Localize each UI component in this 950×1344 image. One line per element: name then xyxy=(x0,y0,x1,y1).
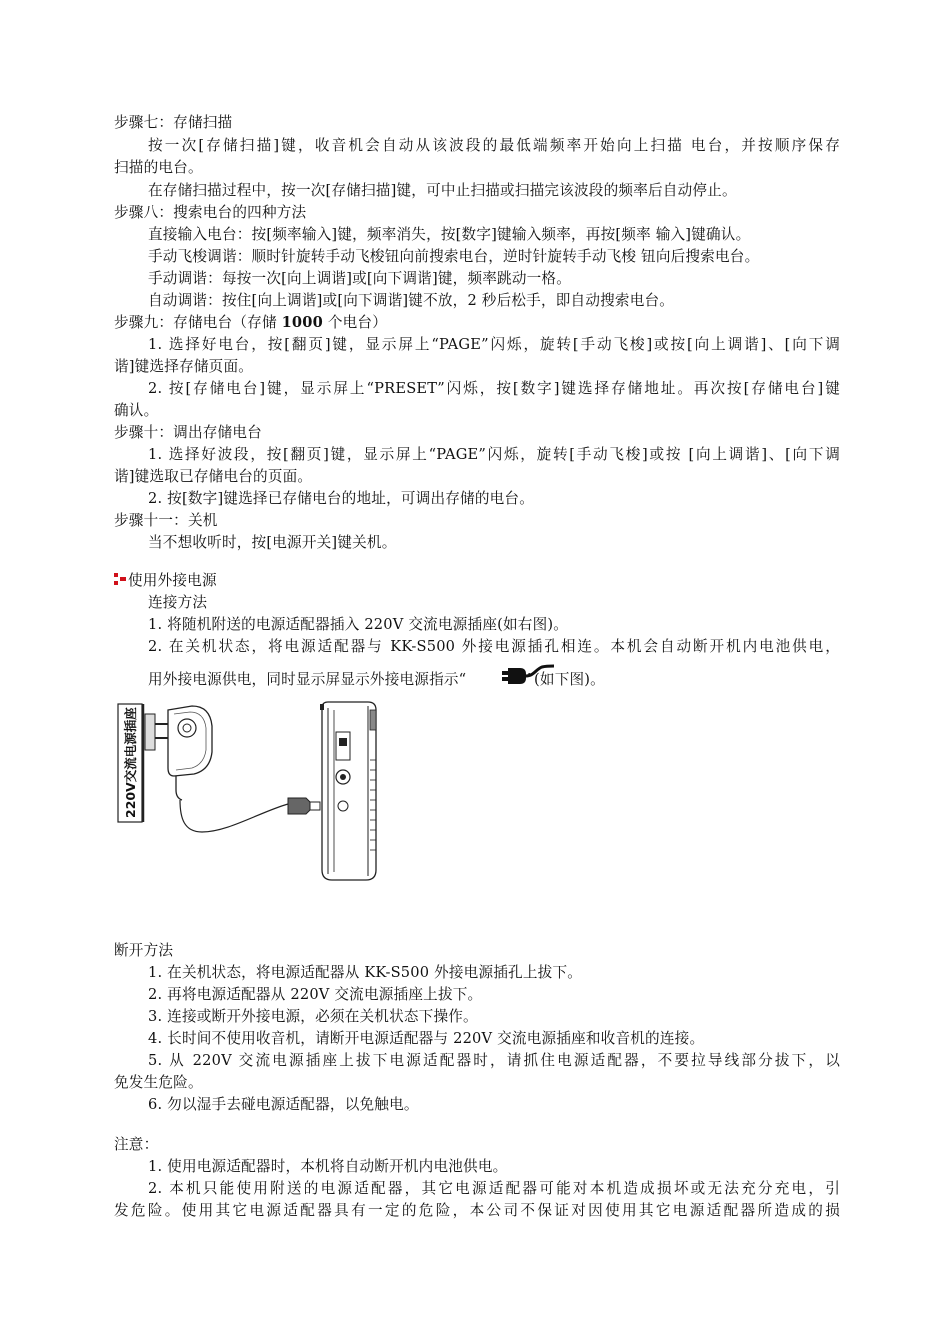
step9-item2-line1: 2. 按[存储电台]键，显示屏上“PRESET”闪烁，按[数字]键选择存储地址。再次按[存储电台]键 xyxy=(148,380,840,397)
step8-manual-shuttle: 手动飞梭调谐：顺时针旋转手动飞梭钮向前搜索电台，逆时针旋转手动飞梭 钮向后搜索电台。 xyxy=(148,248,760,265)
step11-line: 当不想收听时，按[电源开关]键关机。 xyxy=(148,534,397,551)
red-bullet-icon xyxy=(114,573,126,585)
disconnect-method-heading: 断开方法 xyxy=(114,942,174,959)
notice-heading: 注意： xyxy=(114,1136,159,1153)
step9-heading-b: 个电台） xyxy=(323,314,388,331)
disconnect-step-5-line2: 免发生危险。 xyxy=(114,1074,203,1091)
disconnect-step-6: 6. 勿以湿手去碰电源适配器，以免触电。 xyxy=(148,1096,419,1113)
step8-manual-tuning: 手动调谐：每按一次[向上调谐]或[向下调谐]键，频率跳动一格。 xyxy=(148,270,572,287)
notice-item-2-line2: 发危险。使用其它电源适配器具有一定的危险，本公司不保证对因使用其它电源适配器所造成的损 xyxy=(114,1202,840,1219)
notice-item-2-line1: 2. 本机只能使用附送的电源适配器，其它电源适配器可能对本机造成损坏或无法充分充电，引 xyxy=(148,1180,840,1197)
step9-item2-line2: 确认。 xyxy=(114,402,159,419)
step10-item1-line2: 谐]键选取已存储电台的页面。 xyxy=(114,468,313,485)
step9-item1-line1: 1. 选择好电台，按[翻页]键，显示屏上“PAGE”闪烁，旋转[手动飞梭]或按[向上调谐]、[向下调 xyxy=(148,336,840,353)
notice-item-1: 1. 使用电源适配器时，本机将自动断开机内电池供电。 xyxy=(148,1158,508,1175)
connect-step-2-line1: 2. 在关机状态，将电源适配器与 KK-S500 外接电源插孔相连。本机会自动断开机内电池供电， xyxy=(148,638,840,655)
external-power-heading: 使用外接电源 xyxy=(128,572,217,589)
step10-item2: 2. 按[数字]键选择已存储电台的地址，可调出存储的电台。 xyxy=(148,490,535,507)
step8-heading: 步骤八：搜索电台的四种方法 xyxy=(114,204,307,221)
step9-item1-line2: 谐]键选择存储页面。 xyxy=(114,358,254,375)
disconnect-step-3: 3. 连接或断开外接电源，必须在关机状态下操作。 xyxy=(148,1008,478,1025)
step7-line-2: 扫描的电台。 xyxy=(114,159,203,176)
step8-direct-input: 直接输入电台：按[频率输入]键，频率消失，按[数字]键输入频率，再按[频率 输入]键确认。 xyxy=(148,226,751,243)
connect-step-1: 1. 将随机附送的电源适配器插入 220V 交流电源插座(如右图)。 xyxy=(148,616,569,633)
connect-method-heading: 连接方法 xyxy=(148,594,208,611)
step9-heading-a: 步骤九：存储电台（存储 xyxy=(114,314,282,331)
connect-step-2-text-b: ”(如下图)。 xyxy=(526,671,605,688)
step7-line-3: 在存储扫描过程中，按一次[存储扫描]键，可中止扫描或扫描完该波段的频率后自动停止。 xyxy=(148,182,737,199)
connect-step-2-text-a: 用外接电源供电，同时显示屏显示外接电源指示“ xyxy=(148,671,467,688)
disconnect-step-4: 4. 长时间不使用收音机，请断开电源适配器与 220V 交流电源插座和收音机的连接。 xyxy=(148,1030,705,1047)
disconnect-step-5-line1: 5. 从 220V 交流电源插座上拔下电源适配器时，请抓住电源适配器，不要拉导线部分拔下，以 xyxy=(148,1052,840,1069)
socket-label: 220V交流电源插座 xyxy=(123,707,138,818)
step10-item1-line1: 1. 选择好波段，按[翻页]键，显示屏上“PAGE”闪烁，旋转[手动飞梭]或按 [向上调谐]、[向下调 xyxy=(148,446,840,463)
disconnect-step-2: 2. 再将电源适配器从 220V 交流电源插座上拔下。 xyxy=(148,986,483,1003)
external-power-plug-icon xyxy=(498,661,556,687)
step11-heading: 步骤十一：关机 xyxy=(114,512,218,529)
step10-heading: 步骤十：调出存储电台 xyxy=(114,424,262,441)
step9-heading xyxy=(114,313,840,333)
connect-step-2-line2 xyxy=(148,670,840,690)
adapter-connection-figure xyxy=(110,700,380,905)
step7-line-1: 按一次[存储扫描]键，收音机会自动从该波段的最低端频率开始向上扫描 电台，并按顺序保存 xyxy=(148,137,840,154)
disconnect-step-1: 1. 在关机状态，将电源适配器从 KK-S500 外接电源插孔上拔下。 xyxy=(148,964,583,981)
step7-heading: 步骤七：存储扫描 xyxy=(114,114,233,131)
step8-auto-tuning: 自动调谐：按住[向上调谐]或[向下调谐]键不放，2 秒后松手，即自动搜索电台。 xyxy=(148,292,675,309)
step9-heading-count: 1000 xyxy=(281,314,323,331)
